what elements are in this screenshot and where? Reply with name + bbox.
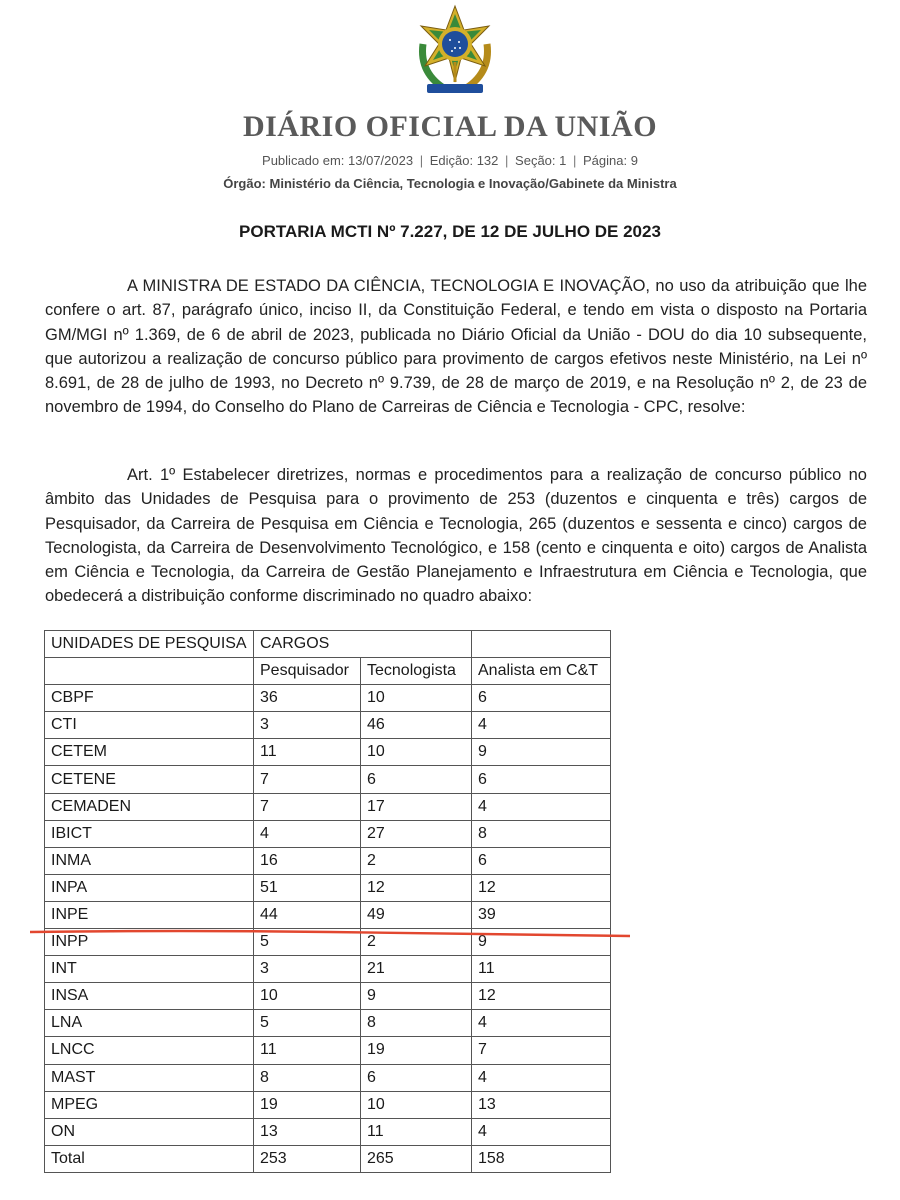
analista-cell: 9 — [472, 929, 611, 956]
published-date: Publicado em: 13/07/2023 — [262, 153, 414, 168]
separator: | — [419, 153, 424, 168]
analista-cell: 13 — [472, 1091, 611, 1118]
analista-cell: 4 — [472, 1010, 611, 1037]
table-row — [45, 1064, 611, 1091]
tecnologista-cell: 2 — [361, 847, 472, 874]
positions-table — [44, 630, 611, 1173]
table-row — [45, 1091, 611, 1118]
col-tecnologista: Tecnologista — [361, 658, 472, 685]
col-pesquisador: Pesquisador — [254, 658, 361, 685]
tecnologista-cell: 265 — [361, 1145, 472, 1172]
table-row — [45, 820, 611, 847]
analista-cell: 158 — [472, 1145, 611, 1172]
analista-cell: 9 — [472, 739, 611, 766]
pesquisador-cell: 4 — [254, 820, 361, 847]
article-1-paragraph: Art. 1º Estabelecer diretrizes, normas e procedimentos para a realização de concurso público no âmbito das Unidades de Pesquisa para o provimento de 253 (duzentos e cinquenta e três) cargos de Pesquisador, da Carreira de Pesquisa em Ciência e Tecnologia, 265 (duzentos e sessenta e cinco) cargos de Tecnologista, da Carreira de Desenvolvimento Tecnológico, e 158 (cento e cinquenta e oito) cargos de Analista em Ciência e Tecnologia, da Carreira de Gestão Planejamento e Infraestrutura em Ciência e Tecnologia, que obedecerá a distribuição conforme discriminado no quadro abaixo: — [45, 466, 867, 606]
organ-value: Ministério da Ciência, Tecnologia e Inovação/Gabinete da Ministra — [269, 176, 677, 191]
analista-cell: 12 — [472, 874, 611, 901]
table-row — [45, 956, 611, 983]
unit-cell: INPP — [45, 929, 254, 956]
tecnologista-cell: 10 — [361, 739, 472, 766]
analista-cell: 39 — [472, 901, 611, 928]
tecnologista-cell: 9 — [361, 983, 472, 1010]
col-analista: Analista em C&T — [472, 658, 611, 685]
pesquisador-cell: 36 — [254, 685, 361, 712]
preamble-paragraph: A MINISTRA DE ESTADO DA CIÊNCIA, TECNOLOGIA E INOVAÇÃO, no uso da atribuição que lhe confere o art. 87, parágrafo único, inciso II, da Constituição Federal, e tendo em vista o disposto na Portaria GM/MGI nº 1.369, de 6 de abril de 2023, publicada no Diário Oficial da União - DOU do dia 10 subsequente, que autorizou a realização de concurso público para provimento de cargos efetivos neste Ministério, na Lei nº 8.691, de 28 de julho de 1993, no Decreto nº 9.739, de 28 de março de 2019, e na Resolução nº 2, de 23 de novembro de 1994, do Conselho do Plano de Carreiras de Ciência e Tecnologia - CPC, resolve: — [45, 277, 867, 417]
unit-cell: CETEM — [45, 739, 254, 766]
tecnologista-cell: 10 — [361, 1091, 472, 1118]
pesquisador-cell: 8 — [254, 1064, 361, 1091]
tecnologista-cell: 19 — [361, 1037, 472, 1064]
analista-cell: 7 — [472, 1037, 611, 1064]
unit-cell: INPA — [45, 874, 254, 901]
table-subheader-row — [45, 658, 611, 685]
issuing-organ — [0, 176, 900, 191]
analista-cell: 4 — [472, 793, 611, 820]
tecnologista-cell: 8 — [361, 1010, 472, 1037]
table-row — [45, 712, 611, 739]
unit-cell: IBICT — [45, 820, 254, 847]
unit-cell: LNCC — [45, 1037, 254, 1064]
red-underline-annotation — [30, 927, 630, 941]
pesquisador-cell: 3 — [254, 712, 361, 739]
tecnologista-cell: 17 — [361, 793, 472, 820]
total-row — [45, 1145, 611, 1172]
pesquisador-cell: 3 — [254, 956, 361, 983]
analista-cell: 8 — [472, 820, 611, 847]
tecnologista-cell: 46 — [361, 712, 472, 739]
tecnologista-cell: 6 — [361, 766, 472, 793]
tecnologista-cell: 11 — [361, 1118, 472, 1145]
table-row — [45, 983, 611, 1010]
unit-cell: CEMADEN — [45, 793, 254, 820]
analista-cell: 4 — [472, 712, 611, 739]
organ-label: Órgão: — [223, 176, 266, 191]
pesquisador-cell: 11 — [254, 739, 361, 766]
table-row — [45, 739, 611, 766]
unit-cell: INSA — [45, 983, 254, 1010]
pesquisador-cell: 10 — [254, 983, 361, 1010]
pesquisador-cell: 16 — [254, 847, 361, 874]
separator: | — [573, 153, 577, 168]
page-number: Página: 9 — [583, 153, 638, 168]
table-row — [45, 847, 611, 874]
publication-info — [0, 153, 900, 168]
unit-cell: INMA — [45, 847, 254, 874]
section-number: Seção: 1 — [515, 153, 567, 168]
table-row — [45, 685, 611, 712]
unit-cell: CETENE — [45, 766, 254, 793]
pesquisador-cell: 19 — [254, 1091, 361, 1118]
tecnologista-cell: 21 — [361, 956, 472, 983]
analista-cell: 12 — [472, 983, 611, 1010]
header-unit: UNIDADES DE PESQUISA — [45, 631, 254, 658]
unit-cell: INT — [45, 956, 254, 983]
pesquisador-cell: 44 — [254, 901, 361, 928]
tecnologista-cell: 27 — [361, 820, 472, 847]
analista-cell: 4 — [472, 1064, 611, 1091]
table-row — [45, 1037, 611, 1064]
table-row — [45, 1010, 611, 1037]
pesquisador-cell: 5 — [254, 929, 361, 956]
analista-cell: 6 — [472, 766, 611, 793]
subheader-empty — [45, 658, 254, 685]
unit-cell: CBPF — [45, 685, 254, 712]
header-empty — [472, 631, 611, 658]
table-row — [45, 874, 611, 901]
analista-cell: 4 — [472, 1118, 611, 1145]
tecnologista-cell: 10 — [361, 685, 472, 712]
pesquisador-cell: 7 — [254, 793, 361, 820]
tecnologista-cell: 49 — [361, 901, 472, 928]
brasao-da-republica-icon — [409, 4, 501, 100]
table-row — [45, 793, 611, 820]
tecnologista-cell: 6 — [361, 1064, 472, 1091]
analista-cell: 6 — [472, 685, 611, 712]
unit-cell: INPE — [45, 901, 254, 928]
tecnologista-cell: 2 — [361, 929, 472, 956]
pesquisador-cell: 253 — [254, 1145, 361, 1172]
analista-cell: 11 — [472, 956, 611, 983]
pesquisador-cell: 7 — [254, 766, 361, 793]
table-row — [45, 901, 611, 928]
analista-cell: 6 — [472, 847, 611, 874]
unit-cell: CTI — [45, 712, 254, 739]
unit-cell: ON — [45, 1118, 254, 1145]
masthead-title: DIÁRIO OFICIAL DA UNIÃO — [242, 110, 658, 143]
table-header-row — [45, 631, 611, 658]
act-title: PORTARIA MCTI Nº 7.227, DE 12 DE JULHO DE 2023 — [239, 222, 661, 241]
pesquisador-cell: 11 — [254, 1037, 361, 1064]
unit-cell: MAST — [45, 1064, 254, 1091]
table-row — [45, 1118, 611, 1145]
header-group: CARGOS — [254, 631, 472, 658]
unit-cell: Total — [45, 1145, 254, 1172]
pesquisador-cell: 13 — [254, 1118, 361, 1145]
edition-number: Edição: 132 — [429, 153, 499, 168]
pesquisador-cell: 51 — [254, 874, 361, 901]
separator: | — [505, 153, 509, 168]
pesquisador-cell: 5 — [254, 1010, 361, 1037]
tecnologista-cell: 12 — [361, 874, 472, 901]
table-row — [45, 766, 611, 793]
unit-cell: LNA — [45, 1010, 254, 1037]
unit-cell: MPEG — [45, 1091, 254, 1118]
